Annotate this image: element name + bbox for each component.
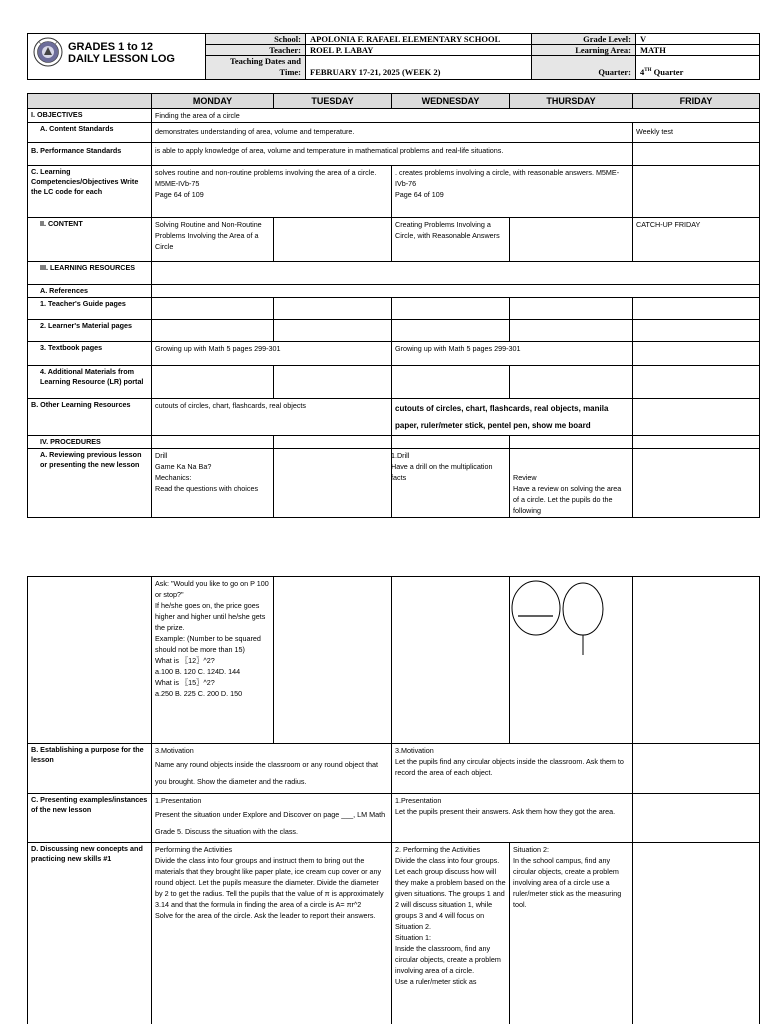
other-resources-wednesday: cutouts of circles, chart, flashcards, real objects, manila paper, ruler/meter stick, pentel pen, show me board	[392, 399, 633, 436]
empty-cell	[633, 143, 760, 166]
present-monday-head: 1.Presentation	[155, 796, 202, 805]
area-label: Learning Area:	[532, 45, 636, 56]
quarter-value: 4TH Quarter	[636, 56, 760, 80]
deped-seal-icon	[33, 37, 63, 67]
teacher-value: ROEL P. LABAY	[306, 45, 532, 56]
school-value: APOLONIA F. RAFAEL ELEMENTARY SCHOOL	[306, 34, 532, 45]
additional-materials-label: 4. Additional Materials from Learning Resource (LR) portal	[28, 366, 152, 399]
references-label: A. References	[28, 285, 152, 298]
competencies-wednesday: . creates problems involving a circle, with reasonable answers. M5ME-IVb-76 Page 64 of 109	[392, 166, 633, 218]
procedures-label: IV. PROCEDURES	[28, 436, 152, 449]
teachers-guide-label: 1. Teacher's Guide pages	[28, 298, 152, 320]
day-monday: MONDAY	[152, 94, 274, 109]
purpose-monday-head: 3.Motivation	[155, 746, 194, 755]
textbook-monday: Growing up with Math 5 pages 299-301	[152, 342, 392, 366]
present-wednesday: 1.Presentation Let the pupils present their answers. Ask them how they got the area.	[392, 794, 633, 843]
discuss-wednesday: 2. Performing the Activities Divide the class into four groups. Let each group discuss how will they make a problem based on the given situations. The groups 1 and 2 will discuss situation 1, while groups 3 and 4 will focus on Situation 2. Situation 1: Inside the classroom, find any circular objects, create a problem involving area of a circle. Use a ruler/meter stick as	[392, 843, 510, 1024]
present-monday-text: Present the situation under Explore and Discover on page ___, LM Math Grade 5. Discuss the situation with the class.	[155, 810, 386, 836]
review-thursday	[391, 449, 633, 518]
circle-drawing-cell	[510, 577, 633, 744]
reviewing-label: A. Reviewing previous lesson or presenting the new lesson	[28, 449, 152, 518]
empty-cell	[633, 449, 760, 518]
review-monday: Drill Game Ka Na Ba? Mechanics: Read the questions with choices	[152, 449, 274, 518]
teacher-label: Teacher:	[206, 45, 306, 56]
circles-drawing	[510, 577, 630, 657]
other-resources-label: B. Other Learning Resources	[28, 399, 152, 436]
doc-title-line2: DAILY LESSON LOG	[68, 53, 175, 65]
learners-material-label: 2. Learner's Material pages	[28, 320, 152, 342]
content-standards-value: demonstrates understanding of area, volume and temperature.	[152, 123, 633, 143]
content-friday: CATCH-UP FRIDAY	[633, 218, 760, 262]
performance-standards-value: is able to apply knowledge of area, volume and temperature in mathematical problems and real-life situations.	[152, 143, 633, 166]
empty-cell	[633, 843, 760, 1024]
discuss-monday: Performing the Activities Divide the class into four groups and instruct them to bring out the materials that they brought like paper plate, ice cream cup cover or any round object. Let the pupils measure the diameter. Divide the diameter by 2 to get the radius. Tell the pupils that the value of π is approximately 3.14 and that the formula in finding the area of a circle is A= πr^2 Solve for the area of the circle. Ask the leader to report their answers.	[152, 843, 392, 1024]
day-friday: FRIDAY	[633, 94, 760, 109]
empty-cell	[274, 577, 392, 744]
textbook-wednesday: Growing up with Math 5 pages 299-301	[392, 342, 633, 366]
corner-cell	[28, 94, 152, 109]
empty-cell	[274, 449, 392, 518]
content-standards-label: A. Content Standards	[28, 123, 152, 143]
content-wednesday: Creating Problems Involving a Circle, with Reasonable Answers	[392, 218, 510, 262]
empty-cell	[510, 218, 633, 262]
presenting-label: C. Presenting examples/instances of the new lesson	[28, 794, 152, 843]
drill-continued-monday: Ask: "Would you like to go on P 100 or stop?" If he/she goes on, the price goes higher and higher until he/she gets the prize. Example: (Number to be squared should not be more than 15) What is 〖12〗^2? a.100 B. 120 C. 124D. 144 What is 〖15〗^2? a.250 B. 225 C. 200 D. 150	[152, 577, 274, 744]
review-thursday-text: Review Have a review on solving the area of a circle. Let the pupils do the following	[513, 473, 622, 515]
empty-cell	[392, 577, 510, 744]
header-table	[27, 33, 760, 80]
content-label: II. CONTENT	[28, 218, 152, 262]
performance-standards-label: B. Performance Standards	[28, 143, 152, 166]
objectives-label: I. OBJECTIVES	[28, 109, 152, 123]
lesson-log-table	[27, 93, 760, 518]
other-resources-monday: cutouts of circles, chart, flashcards, real objects	[152, 399, 392, 436]
empty-cell	[633, 577, 760, 744]
review-wednesday-text: 1.Drill Have a drill on the multiplication facts	[391, 451, 493, 482]
grade-value: V	[636, 34, 760, 45]
purpose-label: B. Establishing a purpose for the lesson	[28, 744, 152, 794]
grade-label: Grade Level:	[532, 34, 636, 45]
objectives-value: Finding the area of a circle	[152, 109, 760, 123]
quarter-label: Quarter:	[532, 56, 636, 80]
empty-cell	[633, 794, 760, 843]
lesson-log-table-continued	[27, 576, 760, 1024]
purpose-monday	[152, 744, 392, 794]
empty-cell	[633, 166, 760, 218]
competencies-monday: solves routine and non-routine problems involving the area of a circle. M5ME-IVb-75 Page 64 of 109	[152, 166, 392, 218]
purpose-wednesday: 3.Motivation Let the pupils find any circular objects inside the classroom. Ask them to record the area of each object.	[392, 744, 633, 794]
logo-cell	[28, 34, 206, 80]
day-thursday: THURSDAY	[510, 94, 633, 109]
empty-cell	[274, 218, 392, 262]
present-monday	[152, 794, 392, 843]
school-label: School:	[206, 34, 306, 45]
textbook-label: 3. Textbook pages	[28, 342, 152, 366]
empty-cell	[28, 577, 152, 744]
discuss-thursday: Situation 2: In the school campus, find any circular objects, create a problem involving area of a circle use a ruler/meter stick as the measuring tool.	[510, 843, 633, 1024]
learning-resources-label: III. LEARNING RESOURCES	[28, 262, 152, 285]
empty-cell	[152, 262, 760, 285]
dates-value: FEBRUARY 17-21, 2025 (WEEK 2)	[306, 56, 532, 80]
purpose-monday-text: Name any round objects inside the classroom or any round object that you brought. Show the diameter and the radius.	[155, 760, 378, 786]
discussing-label: D. Discussing new concepts and practicing new skills #1	[28, 843, 152, 1024]
day-tuesday: TUESDAY	[274, 94, 392, 109]
doc-title-line1: GRADES 1 to 12	[68, 41, 153, 53]
empty-cell	[152, 285, 760, 298]
empty-cell	[633, 399, 760, 436]
empty-cell	[633, 744, 760, 794]
dates-label: Teaching Dates and Time:	[206, 56, 306, 80]
content-monday: Solving Routine and Non-Routine Problems Involving the Area of a Circle	[152, 218, 274, 262]
content-standards-friday: Weekly test	[633, 123, 760, 143]
empty-cell	[633, 342, 760, 366]
area-value: MATH	[636, 45, 760, 56]
day-wednesday: WEDNESDAY	[392, 94, 510, 109]
competencies-label: C. Learning Competencies/Objectives Write the LC code for each	[28, 166, 152, 218]
